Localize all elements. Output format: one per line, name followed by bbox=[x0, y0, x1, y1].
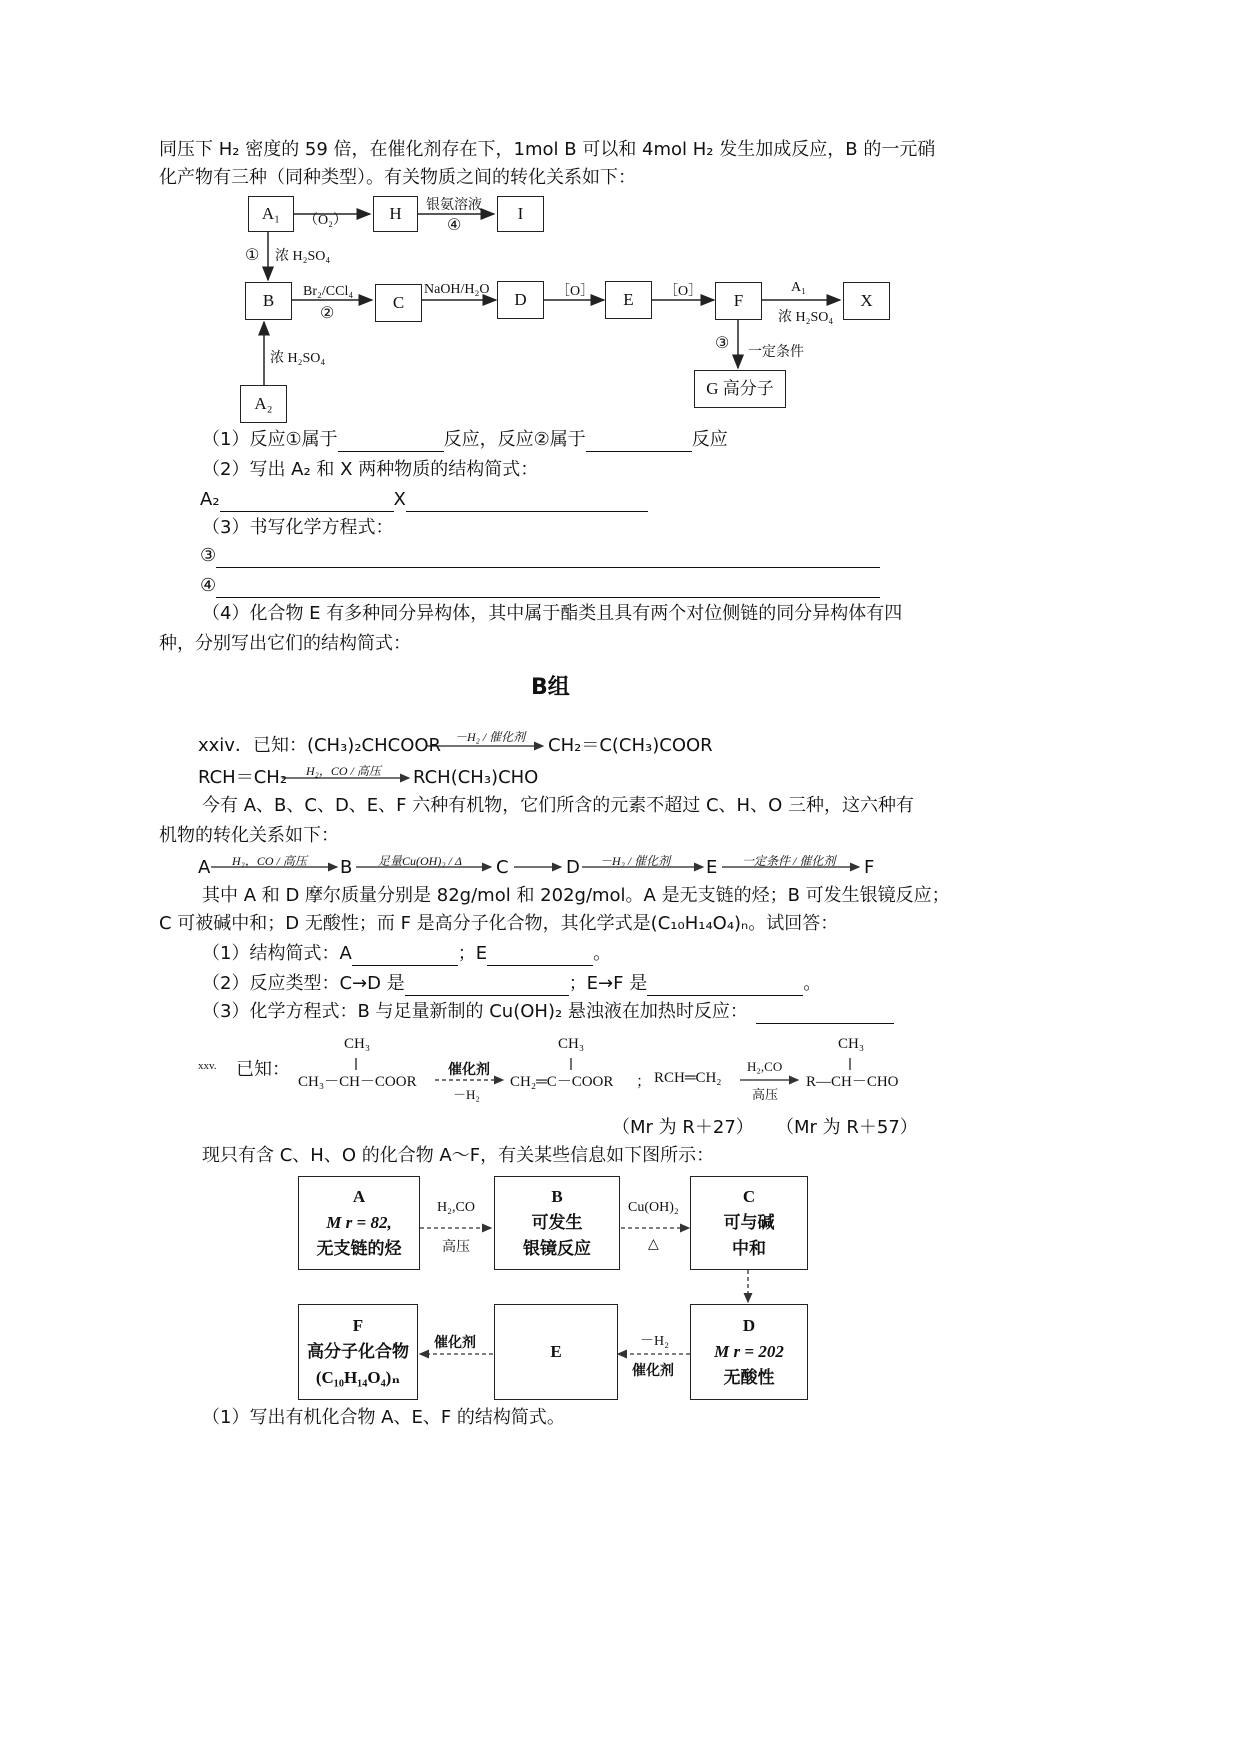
question-1: （1）反应①属于 反应，反应②属于 反应 bbox=[202, 429, 728, 450]
label-oxidation-de: ［O］ bbox=[556, 284, 595, 299]
answer-blank[interactable] bbox=[586, 431, 692, 452]
answer-blank-ef[interactable] bbox=[647, 975, 803, 996]
section-heading-b: B组 bbox=[531, 675, 570, 700]
label-o2: （O₂） bbox=[304, 213, 347, 228]
info-bc-top: Cu(OH)₂ bbox=[628, 1200, 679, 1215]
equation-line-4: ④ bbox=[200, 574, 880, 598]
label-condition: 一定条件 bbox=[748, 345, 804, 360]
answer-blank-cd[interactable] bbox=[405, 975, 569, 996]
intro-line-1: 同压下 H₂ 密度的 59 倍，在催化剂存在下，1mol B 可以和 4mol H₂ 发生加成反应，B 的一元硝 bbox=[159, 139, 936, 160]
label-silver-ammonia: 银氨溶液 bbox=[426, 198, 482, 213]
chain-ef-label: 一定条件 / 催化剂 bbox=[742, 854, 836, 868]
xxiv-arrow1-label: －H₂ / 催化剂 bbox=[455, 730, 526, 744]
xxv-intro: 现只有含 C、H、O 的化合物 A～F，有关某些信息如下图所示： bbox=[202, 1145, 715, 1166]
info-de-top: －H₂ bbox=[640, 1334, 669, 1349]
label-step-3: ③ bbox=[715, 335, 730, 352]
question-3: （3）书写化学方程式： bbox=[202, 517, 394, 538]
xxiv-question-3: （3）化学方程式：B 与足量新制的 Cu(OH)₂ 悬浊液在加热时反应： bbox=[202, 1000, 894, 1024]
xxiv-para-1: 今有 A、B、C、D、E、F 六种有机物，它们所含的元素不超过 C、H、O 三种，这六种有 bbox=[202, 795, 914, 816]
xxv-reactant-1: CH₃－CH－COOR bbox=[298, 1074, 417, 1090]
chain-c: C bbox=[496, 857, 509, 878]
xxv-label: xxv. bbox=[198, 1060, 217, 1072]
xxv-arrow2-top: H₂,CO bbox=[747, 1059, 783, 1074]
info-box-a: A M r = 82, 无支链的烃 bbox=[298, 1176, 420, 1270]
label-naoh: NaOH/H₂O bbox=[424, 282, 490, 297]
xxiv-question-2: （2）反应类型：C→D 是 ；E→F 是 。 bbox=[202, 973, 822, 994]
box-h: H bbox=[373, 196, 418, 232]
xxv-mr-2: （Mr 为 R＋57） bbox=[776, 1117, 918, 1138]
label-h2so4-1: 浓 H₂SO₄ bbox=[275, 249, 331, 264]
box-a1: A₁ bbox=[248, 196, 294, 232]
box-b: B bbox=[245, 282, 292, 320]
box-a2: A₂ bbox=[240, 385, 287, 423]
label-br2-ccl4: Br₂/CCl₄ bbox=[303, 284, 354, 299]
box-c: C bbox=[375, 284, 422, 322]
label-h2so4-fx: 浓 H₂SO₄ bbox=[778, 310, 834, 325]
label-a1-reagent: A₁ bbox=[791, 280, 806, 295]
answer-blank-eq3[interactable] bbox=[216, 547, 880, 568]
info-box-b: B 可发生 银镜反应 bbox=[494, 1176, 620, 1270]
xxiv-known-right: CH₂＝C(CH₃)COOR bbox=[548, 735, 713, 756]
chain-de-label: －H₂ / 催化剂 bbox=[600, 854, 671, 868]
chain-b: B bbox=[340, 857, 353, 878]
chain-e: E bbox=[706, 857, 718, 878]
xxv-arrow1-top: 催化剂 bbox=[448, 1063, 490, 1078]
answer-blank-e[interactable] bbox=[487, 945, 593, 966]
label-step-4: ④ bbox=[447, 217, 462, 234]
label-step-2: ② bbox=[320, 305, 335, 322]
question-2: （2）写出 A₂ 和 X 两种物质的结构简式： bbox=[202, 459, 539, 480]
xxv-arrow1-bottom: －H₂ bbox=[453, 1087, 480, 1102]
info-bc-bottom: △ bbox=[648, 1237, 659, 1252]
answer-blank[interactable] bbox=[338, 431, 444, 452]
info-de-bottom: 催化剂 bbox=[632, 1364, 674, 1379]
xxiv-para-3: 其中 A 和 D 摩尔质量分别是 82g/mol 和 202g/mol。A 是无支链的烃；B 可发生银镜反应； bbox=[202, 885, 950, 906]
xxv-question-1: （1）写出有机化合物 A、E、F 的结构简式。 bbox=[202, 1407, 565, 1428]
box-d: D bbox=[497, 281, 544, 319]
chain-bc-label: 足量Cu(OH)₂ / Δ bbox=[378, 854, 462, 868]
answer-line-a2-x: A₂ X bbox=[200, 488, 648, 512]
intro-line-2: 化产物有三种（同种类型）。有关物质之间的转化关系如下： bbox=[159, 167, 636, 188]
chain-d: D bbox=[566, 857, 580, 878]
xxiv-known2-left: RCH＝CH₂ bbox=[198, 767, 288, 788]
box-e: E bbox=[605, 281, 652, 319]
answer-blank-a2[interactable] bbox=[220, 491, 394, 512]
info-box-e: E bbox=[494, 1304, 618, 1400]
info-ef-label: 催化剂 bbox=[434, 1336, 476, 1351]
answer-blank-eq4[interactable] bbox=[216, 577, 880, 598]
xxv-ch3-2: CH₃ bbox=[558, 1036, 585, 1052]
info-ab-bottom: 高压 bbox=[442, 1240, 470, 1255]
xxiv-arrow2-label: H₂，CO / 高压 bbox=[306, 764, 381, 778]
xxiv-known2-right: RCH(CH₃)CHO bbox=[413, 767, 539, 788]
label-oxidation-ef: ［O］ bbox=[664, 284, 703, 299]
xxiv-known-left: xxiv．已知：(CH₃)₂CHCOOR bbox=[198, 735, 442, 756]
question-4-line-2: 种，分别写出它们的结构简式： bbox=[159, 633, 411, 654]
box-g: G 高分子 bbox=[694, 370, 786, 408]
label-h2so4-a2: 浓 H₂SO₄ bbox=[270, 351, 326, 366]
xxv-product-1: CH₂═C－COOR bbox=[510, 1074, 614, 1090]
info-box-f: F 高分子化合物 (C₁₀H₁₄O₄)ₙ bbox=[298, 1304, 418, 1400]
xxv-arrow2-bottom: 高压 bbox=[752, 1087, 779, 1102]
info-ab-top: H₂,CO bbox=[437, 1200, 475, 1215]
xxiv-para-2: 机物的转化关系如下： bbox=[159, 825, 339, 846]
xxiv-question-1: （1）结构简式：A ；E 。 bbox=[202, 943, 612, 964]
chain-a: A bbox=[198, 857, 211, 878]
xxv-known: 已知： bbox=[236, 1059, 290, 1080]
info-box-d: D M r = 202 无酸性 bbox=[690, 1304, 808, 1400]
equation-line-3: ③ bbox=[200, 544, 880, 568]
chain-f: F bbox=[864, 857, 875, 878]
xxv-reactant-2: RCH═CH₂ bbox=[654, 1070, 722, 1086]
info-box-c: C 可与碱 中和 bbox=[690, 1176, 808, 1270]
box-i: I bbox=[497, 196, 544, 232]
box-x: X bbox=[843, 282, 890, 320]
xxv-ch3-3: CH₃ bbox=[838, 1036, 865, 1052]
chain-ab-label: H₂，CO / 高压 bbox=[232, 854, 307, 868]
xxv-product-2: R—CH－CHO bbox=[806, 1074, 899, 1090]
question-4-line-1: （4）化合物 E 有多种同分异构体，其中属于酯类且具有两个对位侧链的同分异构体有四 bbox=[202, 603, 903, 624]
answer-blank-a[interactable] bbox=[352, 945, 458, 966]
xxv-ch3-1: CH₃ bbox=[344, 1036, 371, 1052]
answer-blank-x[interactable] bbox=[406, 491, 648, 512]
xxv-mr-1: （Mr 为 R＋27） bbox=[612, 1117, 754, 1138]
label-step-1: ① bbox=[245, 247, 260, 264]
answer-blank-eq[interactable] bbox=[756, 1003, 894, 1024]
xxv-semicolon: ； bbox=[636, 1074, 652, 1090]
box-f: F bbox=[715, 282, 762, 320]
xxiv-para-4: C 可被碱中和；D 无酸性；而 F 是高分子化合物，其化学式是(C₁₀H₁₄O₄)ₙ。试回答： bbox=[159, 913, 839, 934]
